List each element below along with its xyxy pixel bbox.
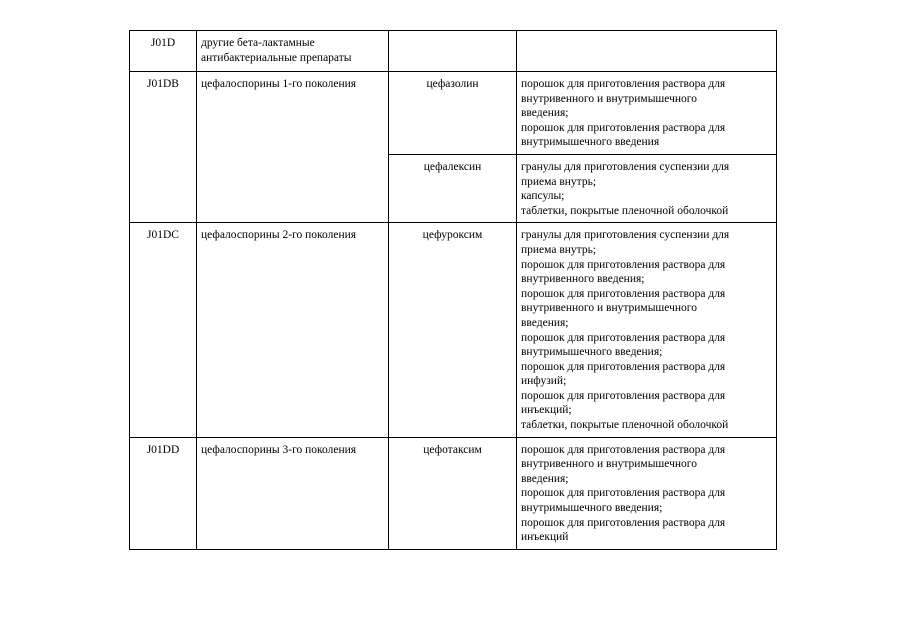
dosage-form-line: введения; bbox=[521, 472, 569, 485]
group-name-cell bbox=[197, 31, 389, 72]
dosage-form-line: порошок для приготовления раствора для bbox=[521, 360, 726, 373]
dosage-form-line: гранулы для приготовления суспензии для bbox=[521, 229, 730, 242]
dosage-form-line: порошок для приготовления раствора для bbox=[521, 389, 726, 402]
dosage-form-line: приема внутрь; bbox=[521, 243, 597, 256]
dosage-form-line: гранулы для приготовления суспензии для bbox=[521, 160, 730, 173]
table-row bbox=[130, 31, 777, 72]
dosage-form-line: порошок для приготовления раствора для bbox=[521, 121, 726, 134]
dosage-form-line: порошок для приготовления раствора для bbox=[521, 487, 726, 500]
group-name-cell bbox=[197, 72, 389, 223]
dosage-form-line: порошок для приготовления раствора для bbox=[521, 443, 726, 456]
drug-table-body bbox=[130, 31, 777, 550]
dosage-form-line: внутривенного и внутримышечного bbox=[521, 92, 697, 105]
dosage-form-line: внутривенного и внутримышечного bbox=[521, 458, 697, 471]
dosage-form-line: порошок для приготовления раствора для bbox=[521, 516, 726, 529]
drug-name-cell bbox=[389, 223, 517, 437]
dosage-form-line: инъекций bbox=[521, 531, 569, 544]
dosage-form-line: инфузий; bbox=[521, 375, 567, 388]
atc-code-cell bbox=[130, 72, 197, 223]
atc-code-cell bbox=[130, 223, 197, 437]
dosage-form-line: внутримышечного введения; bbox=[521, 502, 663, 515]
dosage-form-line: таблетки, покрытые пленочной оболочкой bbox=[521, 204, 729, 217]
dosage-form-line: внутримышечного введения bbox=[521, 136, 660, 149]
drug-name: цефазолин bbox=[426, 78, 479, 90]
table-row bbox=[130, 437, 777, 549]
atc-code-cell bbox=[130, 437, 197, 549]
dosage-form-line: введения; bbox=[521, 107, 569, 120]
drug-name-cell bbox=[389, 154, 517, 222]
group-name-line: цефалоспорины 1-го поколения bbox=[201, 78, 357, 90]
dosage-form-line: введения; bbox=[521, 316, 569, 329]
group-name-line: цефалоспорины 3-го поколения bbox=[201, 443, 357, 456]
dosage-form-line: внутримышечного введения; bbox=[521, 346, 663, 359]
group-name-line: цефалоспорины 2-го поколения bbox=[201, 229, 357, 242]
table-row bbox=[130, 72, 777, 155]
drug-name: цефотаксим bbox=[423, 443, 482, 456]
dosage-form-cell bbox=[517, 437, 777, 549]
dosage-form-cell bbox=[517, 154, 777, 222]
dosage-form-cell bbox=[517, 72, 777, 155]
dosage-form-line: порошок для приготовления раствора для bbox=[521, 287, 726, 300]
drug-name: цефалексин bbox=[423, 160, 482, 173]
dosage-form-line: порошок для приготовления раствора для bbox=[521, 78, 726, 90]
atc-code-cell bbox=[130, 31, 197, 72]
drug-table bbox=[129, 30, 777, 550]
dosage-form-cell bbox=[517, 223, 777, 437]
group-name-cell bbox=[197, 437, 389, 549]
dosage-form-line: таблетки, покрытые пленочной оболочкой bbox=[521, 419, 729, 432]
dosage-form-line: порошок для приготовления раствора для bbox=[521, 258, 726, 271]
dosage-form-line: приема внутрь; bbox=[521, 175, 597, 188]
atc-code: J01DC bbox=[147, 229, 179, 242]
atc-code: J01D bbox=[150, 37, 176, 49]
dosage-form-line: порошок для приготовления раствора для bbox=[521, 331, 726, 344]
drug-name-cell bbox=[389, 31, 517, 72]
group-name-line: другие бета-лактамные bbox=[201, 37, 315, 49]
drug-name-cell bbox=[389, 72, 517, 155]
dosage-form-cell bbox=[517, 31, 777, 72]
dosage-form-line: внутривенного и внутримышечного bbox=[521, 302, 697, 315]
dosage-form-line: внутривенного введения; bbox=[521, 273, 645, 286]
group-name-cell bbox=[197, 223, 389, 437]
dosage-form-line: капсулы; bbox=[521, 190, 565, 203]
table-row bbox=[130, 223, 777, 437]
drug-name: цефуроксим bbox=[422, 229, 483, 242]
atc-code: J01DD bbox=[146, 443, 180, 456]
group-name-line: антибактериальные препараты bbox=[201, 51, 352, 64]
dosage-form-line: инъекций; bbox=[521, 404, 572, 417]
atc-code: J01DB bbox=[147, 78, 179, 90]
drug-name-cell bbox=[389, 437, 517, 549]
